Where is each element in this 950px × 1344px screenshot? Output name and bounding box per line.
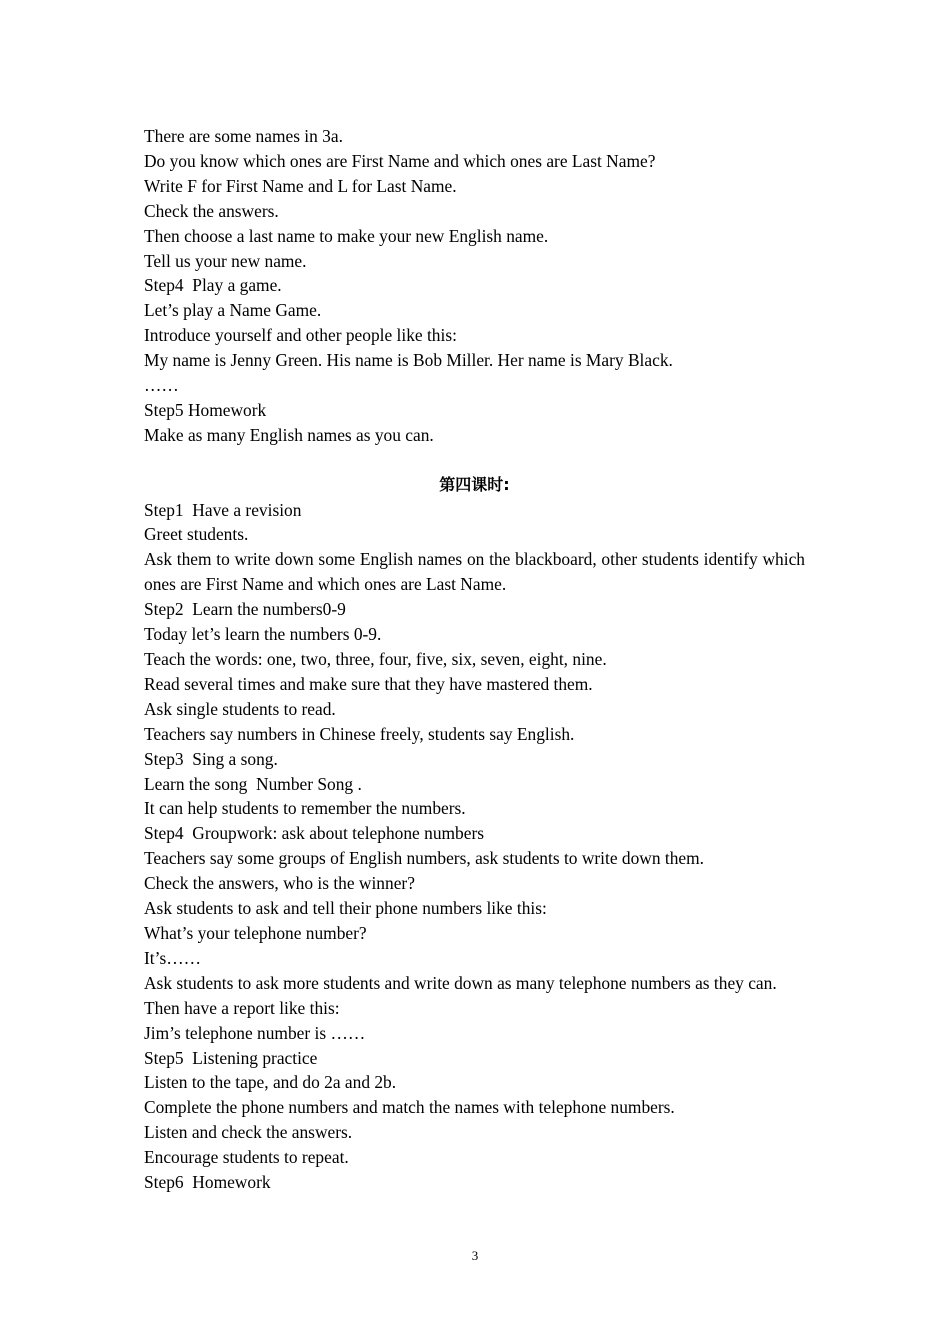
- text-line: Ask students to ask and tell their phone numbers like this:: [144, 898, 547, 919]
- blank-line: [144, 448, 805, 473]
- text-line: My name is Jenny Green. His name is Bob Miller. Her name is Mary Black.: [144, 350, 673, 371]
- text-line: Check the answers, who is the winner?: [144, 873, 415, 894]
- text-line: Listen to the tape, and do 2a and 2b.: [144, 1072, 397, 1093]
- text-line: Today let’s learn the numbers 0-9.: [144, 624, 382, 645]
- text-line: Encourage students to repeat.: [144, 1147, 349, 1168]
- step-heading: Step5 Homework: [144, 399, 267, 420]
- text-paragraph: Ask them to write down some English names on the blackboard, other students identify which ones are First Name and which ones are Last Name.: [144, 549, 805, 595]
- page-number: 3: [471, 1248, 479, 1263]
- ellipsis-line: ……: [144, 375, 179, 396]
- step-heading: Step4 Play a game.: [144, 275, 282, 296]
- text-line: Read several times and make sure that they have mastered them.: [144, 673, 593, 694]
- lesson-heading: 第四课时:: [439, 474, 510, 494]
- step-heading: Step2 Learn the numbers0-9: [144, 599, 346, 620]
- text-line: Then have a report like this:: [144, 997, 340, 1018]
- step-heading: Step3 Sing a song.: [144, 748, 278, 769]
- text-line: Tell us your new name.: [144, 250, 307, 271]
- text-line: Then choose a last name to make your new English name.: [144, 225, 549, 246]
- step-heading: Step5 Listening practice: [144, 1047, 318, 1068]
- page-body: [144, 124, 805, 1195]
- text-line: Do you know which ones are First Name and which ones are Last Name?: [144, 150, 656, 171]
- text-line: Let’s play a Name Game.: [144, 300, 322, 321]
- text-line: Greet students.: [144, 524, 249, 545]
- text-line: Ask single students to read.: [144, 698, 336, 719]
- text-line: Listen and check the answers.: [144, 1122, 353, 1143]
- text-line: Complete the phone numbers and match the names with telephone numbers.: [144, 1097, 675, 1118]
- text-line: Check the answers.: [144, 200, 279, 221]
- text-line: Teachers say some groups of English numbers, ask students to write down them.: [144, 848, 705, 869]
- text-paragraph: Ask students to ask more students and write down as many telephone numbers as they can.: [144, 972, 777, 993]
- text-line: Teach the words: one, two, three, four, five, six, seven, eight, nine.: [144, 649, 607, 670]
- text-line: There are some names in 3a.: [144, 126, 343, 146]
- text-line: Learn the song Number Song .: [144, 773, 362, 794]
- text-line: Jim’s telephone number is ……: [144, 1022, 366, 1043]
- text-line: Teachers say numbers in Chinese freely, students say English.: [144, 723, 575, 744]
- text-line: Introduce yourself and other people like this:: [144, 325, 457, 346]
- text-line: What’s your telephone number?: [144, 922, 367, 943]
- step-heading: Step1 Have a revision: [144, 499, 302, 520]
- text-line: It can help students to remember the numbers.: [144, 798, 466, 819]
- step-heading: Step4 Groupwork: ask about telephone numbers: [144, 823, 485, 844]
- text-line: It’s……: [144, 947, 202, 968]
- step-heading: Step6 Homework: [144, 1172, 271, 1193]
- text-line: Make as many English names as you can.: [144, 424, 434, 445]
- text-line: Write F for First Name and L for Last Name.: [144, 175, 457, 196]
